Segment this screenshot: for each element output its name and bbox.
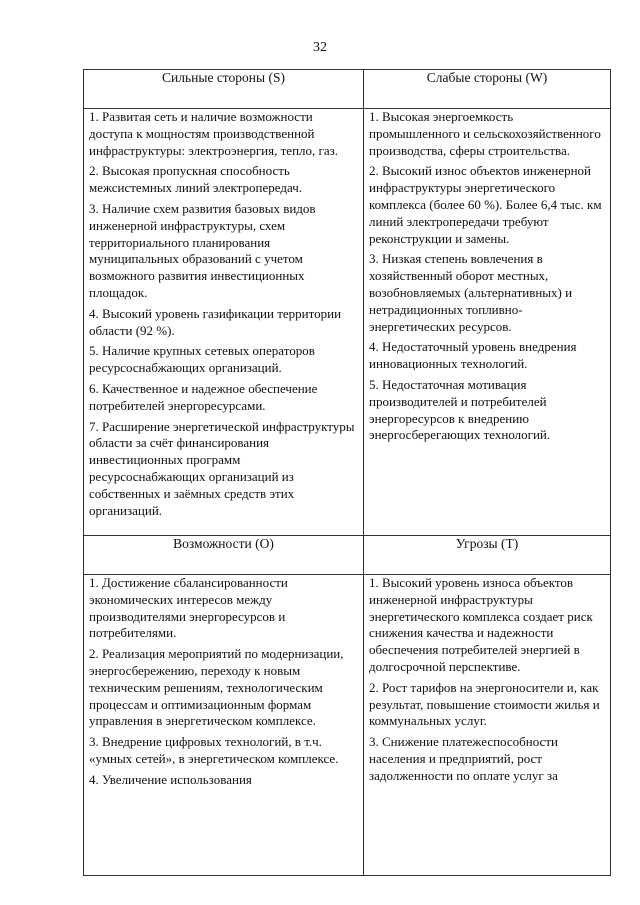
opportunity-item: 2. Реализация мероприятий по модернизации, энергосбережению, переходу к новым техническим решениям, технологическим процессам и оптимизационным формам управления в энергетическом комплексе.: [89, 646, 344, 729]
opportunity-item: 3. Внедрение цифровых технологий, в т.ч. «умных сетей», в энергетическом комплексе.: [89, 734, 339, 766]
opportunity-item: 1. Достижение сбалансированности экономических интересов между производителями энергоресурсов и потребителями.: [89, 575, 288, 641]
weakness-item: 4. Недостаточный уровень внедрения инновационных технологий.: [369, 339, 577, 372]
strength-item: 5. Наличие крупных сетевых операторов ресурсоснабжающих организаций.: [89, 343, 315, 376]
swot-body-row-1: [84, 109, 611, 536]
strengths-header: Сильные стороны (S): [84, 70, 364, 109]
strength-item: 1. Развитая сеть и наличие возможности доступа к мощностям производственной инфраструктуры: электроэнергия, тепло, газ.: [89, 109, 338, 158]
swot-header-row-2: [84, 536, 611, 575]
weaknesses-cell: [364, 109, 611, 536]
strength-item: 4. Высокий уровень газификации территории области (92 %).: [89, 305, 342, 338]
threats-cell: [364, 575, 611, 876]
swot-table: [83, 69, 611, 876]
weakness-item: 2. Высокий износ объектов инженерной инфраструктуры энергетического комплекса (более 60 %). Более 6,4 тыс. км линий электропередачи требуют реконструкции и замены.: [369, 163, 602, 246]
threat-item: 2. Рост тарифов на энергоносители и, как результат, повышение стоимости жилья и коммунальных услуг.: [369, 679, 600, 729]
strength-item: 2. Высокая пропускная способность межсистемных линий электропередач.: [89, 163, 302, 196]
weakness-item: 1. Высокая энергоемкость промышленного и сельскохозяйственного производства, сферы строительства.: [369, 109, 601, 158]
page-number: 32: [313, 40, 327, 55]
weakness-item: 5. Недостаточная мотивация производителей и потребителей энергоресурсов к внедрению энергосберегающих технологий.: [369, 376, 551, 443]
strength-item: 6. Качественное и надежное обеспечение потребителей энергоресурсами.: [89, 380, 318, 413]
opportunities-header: Возможности (O): [84, 536, 364, 575]
weaknesses-header: Слабые стороны (W): [364, 70, 611, 109]
strength-item: 7. Расширение энергетической инфраструктуры области за счёт финансирования инвестиционных программ ресурсоснабжающих организаций из собственных и заёмных средств этих организаций.: [89, 418, 355, 518]
swot-body-row-2: [84, 575, 611, 876]
strengths-cell: [84, 109, 364, 536]
threat-item: 1. Высокий уровень износа объектов инженерной инфраструктуры энергетического комплекса создает риск снижения качества и надежности обеспечения потребителей энергией в долгосрочной перспективе.: [369, 575, 593, 674]
opportunities-cell: [84, 575, 364, 876]
threat-item: 3. Снижение платежеспособности населения и предприятий, рост задолженности по оплате услуг за: [369, 734, 558, 783]
swot-header-row-1: [84, 70, 611, 109]
weakness-item: 3. Низкая степень вовлечения в хозяйственный оборот местных, возобновляемых (альтернативных) и нетрадиционных топливно-энергетических ресурсов.: [369, 251, 573, 334]
strength-item: 3. Наличие схем развития базовых видов инженерной инфраструктуры, схем территориального планирования муниципальных образований с учетом возможного развития инвестиционных площадок.: [89, 200, 316, 300]
threats-header: Угрозы (T): [364, 536, 611, 575]
opportunity-item: 4. Увеличение использования: [89, 771, 252, 787]
